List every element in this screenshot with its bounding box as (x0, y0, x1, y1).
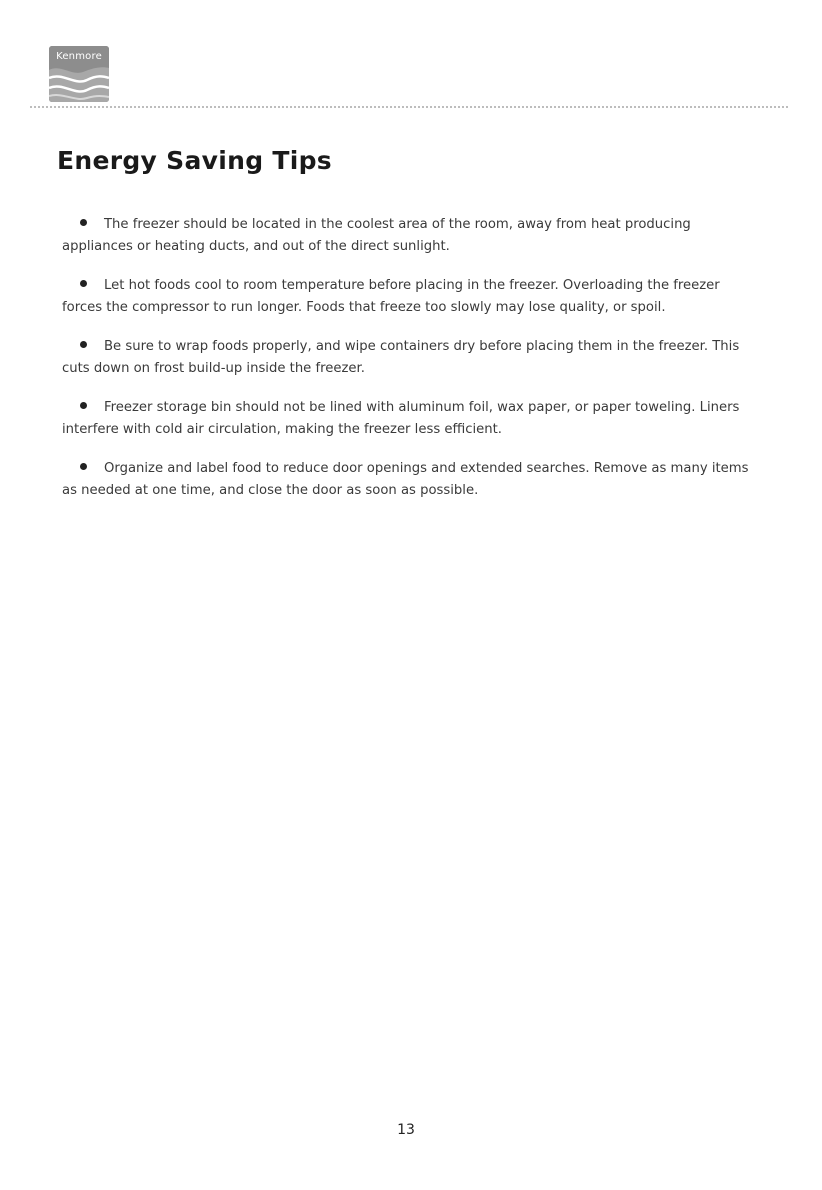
tip-text: Be sure to wrap foods properly, and wipe containers dry before placing them in the freezer. This cuts down on frost build-up inside the freezer. (62, 339, 740, 376)
tip-text: Organize and label food to reduce door openings and extended searches. Remove as many items as needed at one time, and close the door as soon as possible. (62, 461, 749, 498)
bullet-icon (80, 219, 87, 226)
header-divider (30, 106, 788, 108)
bullet-icon (80, 463, 87, 470)
bullet-icon (80, 402, 87, 409)
page-title: Energy Saving Tips (57, 146, 332, 175)
tip-item (62, 336, 762, 379)
logo-brand-text: Kenmore (56, 51, 102, 62)
tip-text: Let hot foods cool to room temperature before placing in the freezer. Overloading the freezer forces the compressor to run longer. Foods that freeze too slowly may lose quality, or spoil. (62, 278, 720, 315)
tip-item (62, 275, 762, 318)
bullet-icon (80, 341, 87, 348)
tip-item (62, 214, 762, 257)
tip-item (62, 397, 762, 440)
tips-list (62, 214, 762, 519)
bullet-icon (80, 280, 87, 287)
kenmore-logo (49, 46, 109, 102)
tip-text: The freezer should be located in the coolest area of the room, away from heat producing appliances or heating ducts, and out of the direct sunlight. (62, 217, 691, 254)
tip-text: Freezer storage bin should not be lined with aluminum foil, wax paper, or paper toweling. Liners interfere with cold air circulation, making the freezer less efficient. (62, 400, 740, 437)
tip-item (62, 458, 762, 501)
page-number: 13 (397, 1122, 415, 1138)
